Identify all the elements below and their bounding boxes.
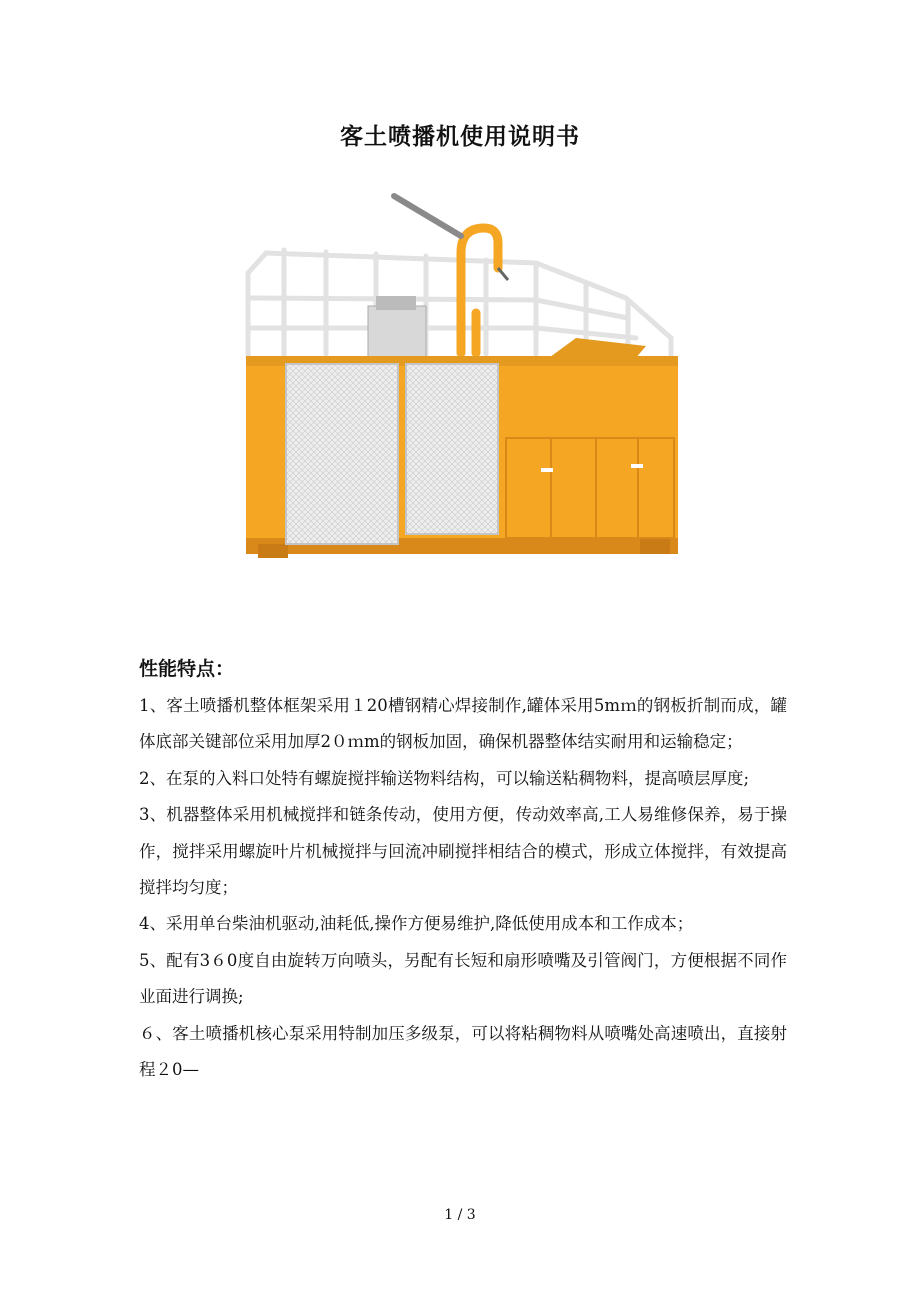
paragraph-6: ６、客土喷播机核心泵采用特制加压多级泵，可以将粘稠物料从喷嘴处高速喷出，直接射程２0— [139, 1023, 787, 1080]
section-heading: 性能特点： [139, 658, 235, 680]
page-number: 1 / 3 [444, 1207, 476, 1223]
spraying-machine-photo [236, 188, 686, 578]
paragraph-1: 1、客土喷播机整体框架采用１20槽钢精心焊接制作,罐体采用5mｍ的钢板折制而成，罐体底部关键部位采用加厚2０ｍm的钢板加固，确保机器整体结实耐用和运输稳定； [139, 696, 787, 752]
body-text [139, 688, 787, 1088]
paragraph-5: 5、配有3６0度自由旋转万向喷头，另配有长短和扇形喷嘴及引管阀门，方便根据不同作业面进行调换; [139, 950, 787, 1007]
paragraph-2: 2、在泵的入料口处特有螺旋搅拌输送物料结构，可以输送粘稠物料，提高喷层厚度; [139, 768, 750, 788]
paragraph-4: 4、采用单台柴油机驱动,油耗低,操作方便易维护,降低使用成本和工作成本； [139, 914, 694, 934]
document-title: 客土喷播机使用说明书 [340, 124, 580, 150]
paragraph-3: 3、机器整体采用机械搅拌和链条传动，使用方便，传动效率高,工人易维修保养，易于操作，搅拌采用螺旋叶片机械搅拌与回流冲刷搅拌相结合的模式，形成立体搅拌，有效提高搅拌均匀度； [139, 805, 787, 898]
